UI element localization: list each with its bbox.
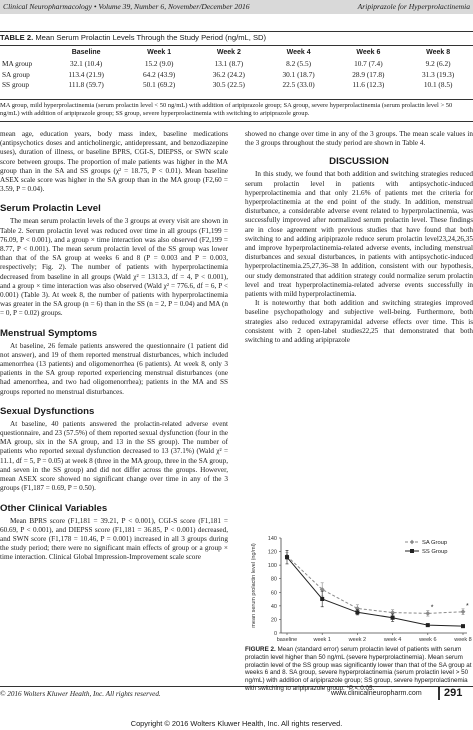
x-tick-label: week 6 [419,637,437,643]
table-header-row [0,47,473,59]
paragraph: At baseline, 26 female patients answered the questionnaire (1 patient did not answer), and 19 of them reported menstrual disturbances, which included amenorrhea (13 patients) and oligomenorrhea (6 patients). At week 8, only 3 patients in the SA group reported experiencing menstrual disturbances (one had amenorrhea, and two had oligomenorrhea); patients in the MA and SS groups reported no menstrual disturbances. [0,341,228,396]
table-cell: 111.8 (59.7) [68,80,104,89]
footer-divider [438,686,440,700]
x-tick-label: week 2 [348,637,367,643]
table-cell: 36.2 (24.2) [212,69,245,79]
y-tick-label: 40 [270,603,277,610]
table-row [0,70,473,81]
row-label: SA group [2,69,30,79]
data-point [426,623,430,627]
table-title [0,33,266,42]
table-cell: 31.3 (19.3) [422,69,455,79]
legend-label: SA Group [422,540,448,546]
data-point [425,611,430,616]
table-cell: 10.1 (8.5) [423,80,453,89]
right-column [245,130,473,345]
table-row [0,59,473,70]
paragraph: At baseline, 40 patients answered the prolactin-related adverse event questionnaire, and 23 (57.5%) of them reported sexual dysfunction (four in the MA group, six in the SA group, and 13 in the SS group). The number of patients who reported sexual dysfunction decreased to 13 (37.1%) (Wald χ² = 11.1, df = 5, P = 0.05) at week 8 (three in the MA group, three in the SA group, and seven in the SS group) and did not differ across the groups. However, mean ASEX score showed no significant change over time in any of the 3 groups (F1,187 = 0.69, P = 0.50). [0,419,228,493]
x-tick-label: baseline [276,637,298,643]
figure-2 [245,532,473,646]
discussion-heading: DISCUSSION [329,156,389,168]
chart-legend [405,540,447,555]
results-continuation: mean age, education years, body mass index, baseline medications (antipsychotics doses and anticholinergic, antidepressant, and benzodiazepine uses), duration of illness, or baseline BPRS, CGI-S, DIEPSS, or SWN scale score between groups. The proportion of male patients was higher in the MA group than in the SA and SS groups (χ² = 18.75, P < 0.01). Mean baseline ASEX scale score was higher in the SA group than in the MA group (F2,60 = 3.59, P = 0.04). [0,130,228,194]
column-header: Baseline [71,48,101,56]
series-line [287,557,463,626]
section-heading: Other Clinical Variables [0,502,108,514]
column-header: Week 1 [147,48,172,56]
x-tick-label: week 8 [454,637,472,643]
section-heading: Serum Prolactin Level [0,203,101,215]
table-top-rule [0,31,473,32]
results-continuation: showed no change over time in any of the 3 groups. The mean scale values in the 3 groups throughout the study period are shown in Table 4. [245,130,473,148]
x-tick-label: week 4 [383,637,402,643]
data-point [461,609,466,614]
table-cell: 30.1 (18.7) [282,69,315,79]
y-tick-label: 0 [273,631,277,637]
footer-publisher: © 2016 Wolters Kluwer Health, Inc. All rights reserved. [0,690,161,698]
figure-label: FIGURE 2. [245,646,276,653]
figure-caption-text: Mean (standard error) serum prolactin level of patients with serum prolactin level higher than 50 ng/mL (severe hyperprolactinemia). Mean serum prolactin level of the SS group was significantly lower than that of the SA group at weeks 6 and 8. SA group, severe hyperprolactinemia (serum prolactin level > 50 ng/mL) with addition of aripiprazole group; SS group, severe hyperprolactinemia with switching to aripiprazole group. *P < 0.05. [245,646,472,692]
data-point [461,624,465,628]
table-cell: 11.6 (12.3) [352,80,385,89]
y-tick-label: 20 [270,617,277,624]
significance-marker: * [430,604,434,612]
paragraph: The mean serum prolactin levels of the 3 groups at every visit are shown in Table 2. Serum prolactin level was reduced over time in all groups (F1,199 = 76.09, P < 0.001), and a group × time interaction was also observed (F2,199 = 8.77, P < 0.001). The mean serum prolactin level of the SS group was lower than that of the SA group at weeks 6 and 8 (P = 0.003 and P = 0.003, respectively; Fig. 2). The number of patients with hyperprolactinemia decreased from baseline in all groups (Wald χ² = 1313.3, df = 4, P < 0.001), and a group × time interaction was also observed (Wald χ² = 776.6, df = 6, P < 0.001) (Table 3). At week 8, the number of patients with hyperprolactinemia was greater in the SA group (n = 6) than in the SS (n = 2, P = 0.04) and MA (n = 0, P = 0.02) groups. [0,217,228,318]
table-cell: 9.2 (6.2) [425,59,451,68]
journal-header: Clinical Neuropharmacology • Volume 39, Number 6, November/December 2016 [3,2,250,11]
left-column [0,130,228,563]
column-header: Week 4 [286,48,311,56]
y-tick-label: 100 [267,563,277,570]
page-number: 291 [444,687,463,699]
table-label: TABLE 2. [0,33,34,42]
column-header: Week 8 [426,48,451,56]
row-label: MA group [2,59,33,68]
table-cell: 50.1 (69.2) [142,80,176,89]
table-header-rule [0,45,473,46]
prolactin-line-chart [245,532,473,646]
table-bottom-rule [0,99,473,100]
y-tick-label: 140 [267,536,277,542]
series-ss-group [285,550,465,628]
table-cell: 28.9 (17.8) [352,69,385,79]
row-label: SS group [2,80,29,89]
table-cell: 64.2 (43.9) [142,69,176,79]
y-tick-label: 80 [270,576,277,583]
y-tick-label: 120 [267,549,277,556]
table-row [0,80,473,91]
paragraph: In this study, we found that both addition and switching strategies reduced serum prolactin level in patients with antipsychotic-induced hyperprolactinemia and that only 21.6% of patients met the criteria for hyperprolactinemia at the end point of the study. In addition, menstrual disturbance, a considerable adverse event related to hyperprolactinemia, was successfully improved after normalized serum prolactin level. These findings are in close agreement with previous studies that have found that both switching to and adding aripiprazole reduce serum prolactin level23,24,26,35 and improve hyperprolactinemia-related adverse events, including menstrual disturbances and sexual disturbances, in patients with antipsychotic-induced hyperprolactinemia.25,27,36–38 In addition, consistent with our hypothesis, our study demonstrated that addition strategy could normalize serum prolactin level and treat hyperprolactinemia-related adverse events successfully in patients with mild hyperprolactinemia. [245,170,473,299]
table-cell: 30.5 (22.5) [212,80,245,89]
table-cell: 8.2 (5.5) [286,59,312,68]
data-point [285,555,289,559]
x-tick-label: week 1 [313,637,331,643]
table-cell: 10.7 (7.4) [354,59,383,68]
column-header: Week 2 [216,48,241,56]
paragraph: It is noteworthy that both addition and switching strategies improved baseline psychopathology and subjective well-being. Furthermore, both strategies also reduced extrapyramidal adverse effects over time. This is consistent with 2 open-label studies22,25 that demonstrated that both switching to and adding aripiprazole [245,299,473,345]
table-cell: 22.5 (33.0) [282,80,315,89]
section-heading: Menstrual Symptoms [0,327,98,339]
legend-marker [410,549,414,553]
data-point [391,616,395,620]
y-axis-label: mean serum prolactin level (ng/ml) [251,543,257,628]
legend-label: SS Group [422,549,448,555]
footer-rule [0,686,473,687]
significance-marker: * [466,602,469,610]
running-head [0,0,473,14]
article-short-title: Aripiprazole for Hyperprolactinemia [357,2,470,11]
legend-marker [410,540,414,544]
series-line [287,556,463,613]
copyright-line: Copyright © 2016 Wolters Kluwer Health, Inc. All rights reserved. [130,719,343,728]
series-sa-group [285,553,466,616]
data-point [355,610,359,614]
prolactin-table [0,47,473,91]
table-cell: 32.1 (10.4) [70,59,103,68]
section-heading: Sexual Dysfunctions [0,405,95,417]
column-header: Week 6 [356,48,381,56]
table-caption: Mean Serum Prolactin Levels Through the Study Period (ng/mL, SD) [35,33,267,42]
paragraph: Mean BPRS score (F1,181 = 39.21, P < 0.001), CGI-S score (F1,181 = 60.69, P < 0.001), and DIEPSS score (F1,181 = 36.85, P < 0.001) decreased, and SWN score (F1,178 = 10.46, P = 0.001) increased in all 3 groups during the study period; there were no significant main effects of group or a group × time interaction. Clinical Global Impression-Improvement scale score [0,516,228,562]
table-cell: 13.1 (8.7) [214,59,244,68]
table-cell: 113.4 (21.9) [68,69,104,79]
column-header [0,47,48,59]
chart-marks [285,550,469,628]
y-tick-label: 60 [270,590,277,597]
table-footnote: MA group, mild hyperprolactinemia (serum prolactin level < 50 ng/mL) with addition of aripiprazole group; SA group, severe hyperprolactinemia (serum prolactin level > 50 ng/mL) with addition of aripiprazole group; SS group, severe hyperprolactinemia with switching to aripiprazole group. [0,102,453,118]
footer-url: www.clinicalneuropharm.com [331,690,422,697]
table-end-rule [0,121,473,122]
data-point [320,597,324,601]
table-cell: 15.2 (9.0) [144,59,174,68]
